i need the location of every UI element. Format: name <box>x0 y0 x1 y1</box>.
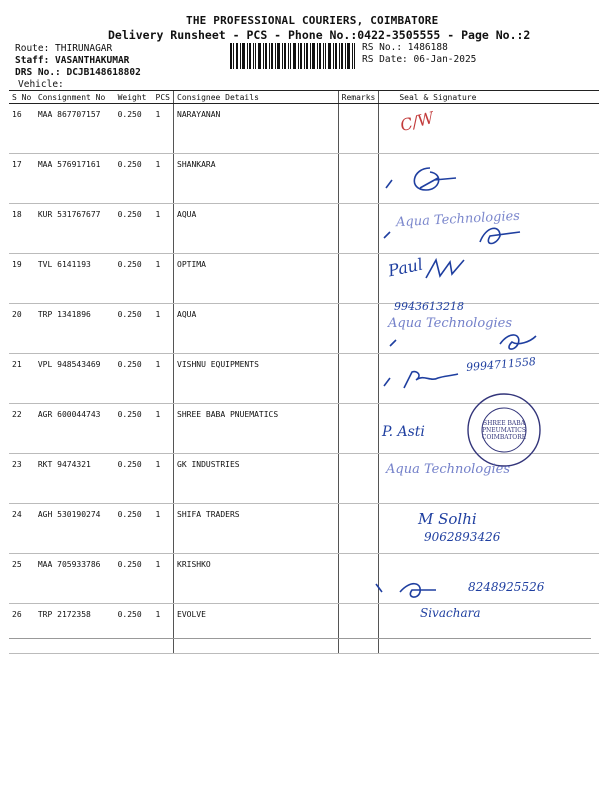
row-sno: 23 <box>9 454 35 504</box>
table-row <box>9 354 599 404</box>
row-seal-signature <box>379 354 599 404</box>
hw-pasti: P. Asti <box>382 424 425 440</box>
row-seal-signature <box>379 504 599 554</box>
row-sno: 25 <box>9 554 35 604</box>
row-consignee: OPTIMA <box>174 254 339 304</box>
row-sno: 16 <box>9 104 35 154</box>
hw-aqua-stamp-2: Aqua Technologies <box>388 316 513 331</box>
table-row <box>9 504 599 554</box>
barcode <box>230 43 355 69</box>
row-consignee: SHANKARA <box>174 154 339 204</box>
runsheet-subtitle: Delivery Runsheet - PCS - Phone No.:0422-3505555 - Page No.:2 <box>108 28 531 42</box>
row-seal-signature <box>379 454 599 504</box>
row-consignment-no: MAA 867707157 <box>35 104 115 154</box>
row-weight: 0.250 <box>115 104 153 154</box>
row-seal-signature <box>379 404 599 454</box>
row-sno: 21 <box>9 354 35 404</box>
hw-aqua-stamp-3: Aqua Technologies <box>386 462 511 477</box>
row-consignee: KRISHKO <box>174 554 339 604</box>
row-seal-signature <box>379 154 599 204</box>
row-consignee: AQUA <box>174 204 339 254</box>
row-remarks <box>338 504 379 554</box>
table-row <box>9 204 599 254</box>
row-consignee: SHREE BABA PNUEMATICS <box>174 404 339 454</box>
col-weight: Weight <box>115 91 153 104</box>
table-row <box>9 604 599 654</box>
hw-phone-24: 9062893426 <box>424 530 501 544</box>
row-consignee: NARAYANAN <box>174 104 339 154</box>
row-weight: 0.250 <box>115 254 153 304</box>
row-sno: 17 <box>9 154 35 204</box>
row-weight: 0.250 <box>115 304 153 354</box>
row-consignment-no: RKT 9474321 <box>35 454 115 504</box>
row-pcs: 1 <box>153 454 174 504</box>
col-consignee: Consignee Details <box>174 91 339 104</box>
hw-paul: Paul <box>386 254 425 281</box>
vehicle-label: Vehicle: <box>18 79 64 90</box>
row-sno: 22 <box>9 404 35 454</box>
row-sno: 26 <box>9 604 35 654</box>
row-consignee: AQUA <box>174 304 339 354</box>
row-consignment-no: KUR 531767677 <box>35 204 115 254</box>
table-row <box>9 154 599 204</box>
table-header-row <box>9 91 599 104</box>
row-weight: 0.250 <box>115 554 153 604</box>
col-pcs: PCS <box>153 91 174 104</box>
row-remarks <box>338 604 379 654</box>
row-pcs: 1 <box>153 254 174 304</box>
rs-number: RS No.: 1486188 <box>362 42 448 53</box>
drs-label: DRS No.: DCJB148618802 <box>15 67 141 78</box>
row-pcs: 1 <box>153 354 174 404</box>
row-remarks <box>338 204 379 254</box>
row-remarks <box>338 454 379 504</box>
stamp-text: SHREE BABA PNEUMATICS COIMBATORE <box>481 420 527 441</box>
row-seal-signature <box>379 204 599 254</box>
hw-aqua-stamp-1: Aqua Technologies <box>395 208 521 231</box>
row-weight: 0.250 <box>115 504 153 554</box>
row-weight: 0.250 <box>115 354 153 404</box>
row-remarks <box>338 104 379 154</box>
col-sno: S No <box>9 91 35 104</box>
hw-phone-21: 9994711558 <box>465 354 537 375</box>
hw-phone-20: 9943613218 <box>394 300 464 313</box>
row-pcs: 1 <box>153 304 174 354</box>
row-pcs: 1 <box>153 154 174 204</box>
row-consignment-no: TRP 1341896 <box>35 304 115 354</box>
table-row <box>9 104 599 154</box>
row-pcs: 1 <box>153 504 174 554</box>
row-consignment-no: MAA 576917161 <box>35 154 115 204</box>
table-row <box>9 454 599 504</box>
row-consignee: GK INDUSTRIES <box>174 454 339 504</box>
company-title: THE PROFESSIONAL COURIERS, COIMBATORE <box>186 14 439 27</box>
row-pcs: 1 <box>153 204 174 254</box>
row-consignment-no: TRP 2172358 <box>35 604 115 654</box>
row-weight: 0.250 <box>115 404 153 454</box>
row-remarks <box>338 254 379 304</box>
row-weight: 0.250 <box>115 154 153 204</box>
route-label: Route: THIRUNAGAR <box>15 43 113 54</box>
table-row <box>9 304 599 354</box>
row-weight: 0.250 <box>115 604 153 654</box>
row-weight: 0.250 <box>115 204 153 254</box>
runsheet-table <box>9 90 599 654</box>
row-remarks <box>338 554 379 604</box>
table-row <box>9 554 599 604</box>
row-pcs: 1 <box>153 404 174 454</box>
row-consignment-no: AGH 530190274 <box>35 504 115 554</box>
table-bottom-rule <box>9 638 591 639</box>
rs-date: RS Date: 06-Jan-2025 <box>362 54 477 65</box>
row-pcs: 1 <box>153 104 174 154</box>
staff-label: Staff: VASANTHAKUMAR <box>15 55 130 66</box>
row-sno: 18 <box>9 204 35 254</box>
col-remarks: Remarks <box>338 91 379 104</box>
row-consignee: VISHNU EQUIPMENTS <box>174 354 339 404</box>
row-consignment-no: AGR 600044743 <box>35 404 115 454</box>
row-consignment-no: MAA 705933786 <box>35 554 115 604</box>
col-consignment: Consignment No <box>35 91 115 104</box>
row-remarks <box>338 354 379 404</box>
row-remarks <box>338 404 379 454</box>
row-remarks <box>338 304 379 354</box>
table-row <box>9 254 599 304</box>
table-row <box>9 404 599 454</box>
row-seal-signature <box>379 254 599 304</box>
row-sno: 19 <box>9 254 35 304</box>
row-consignee: SHIFA TRADERS <box>174 504 339 554</box>
hw-cw: C/W <box>398 107 436 136</box>
row-consignee: EVOLVE <box>174 604 339 654</box>
hw-msolhi: M Solhi <box>418 510 477 528</box>
row-sno: 20 <box>9 304 35 354</box>
row-consignment-no: VPL 948543469 <box>35 354 115 404</box>
hw-sig-26: Sivachara <box>420 606 481 620</box>
row-seal-signature <box>379 604 599 654</box>
row-seal-signature <box>379 104 599 154</box>
row-pcs: 1 <box>153 604 174 654</box>
row-seal-signature <box>379 554 599 604</box>
row-weight: 0.250 <box>115 454 153 504</box>
row-pcs: 1 <box>153 554 174 604</box>
col-seal-signature: Seal & Signature <box>379 91 599 104</box>
row-consignment-no: TVL 6141193 <box>35 254 115 304</box>
row-remarks <box>338 154 379 204</box>
row-seal-signature <box>379 304 599 354</box>
row-sno: 24 <box>9 504 35 554</box>
hw-phone-25: 8248925526 <box>468 580 545 594</box>
